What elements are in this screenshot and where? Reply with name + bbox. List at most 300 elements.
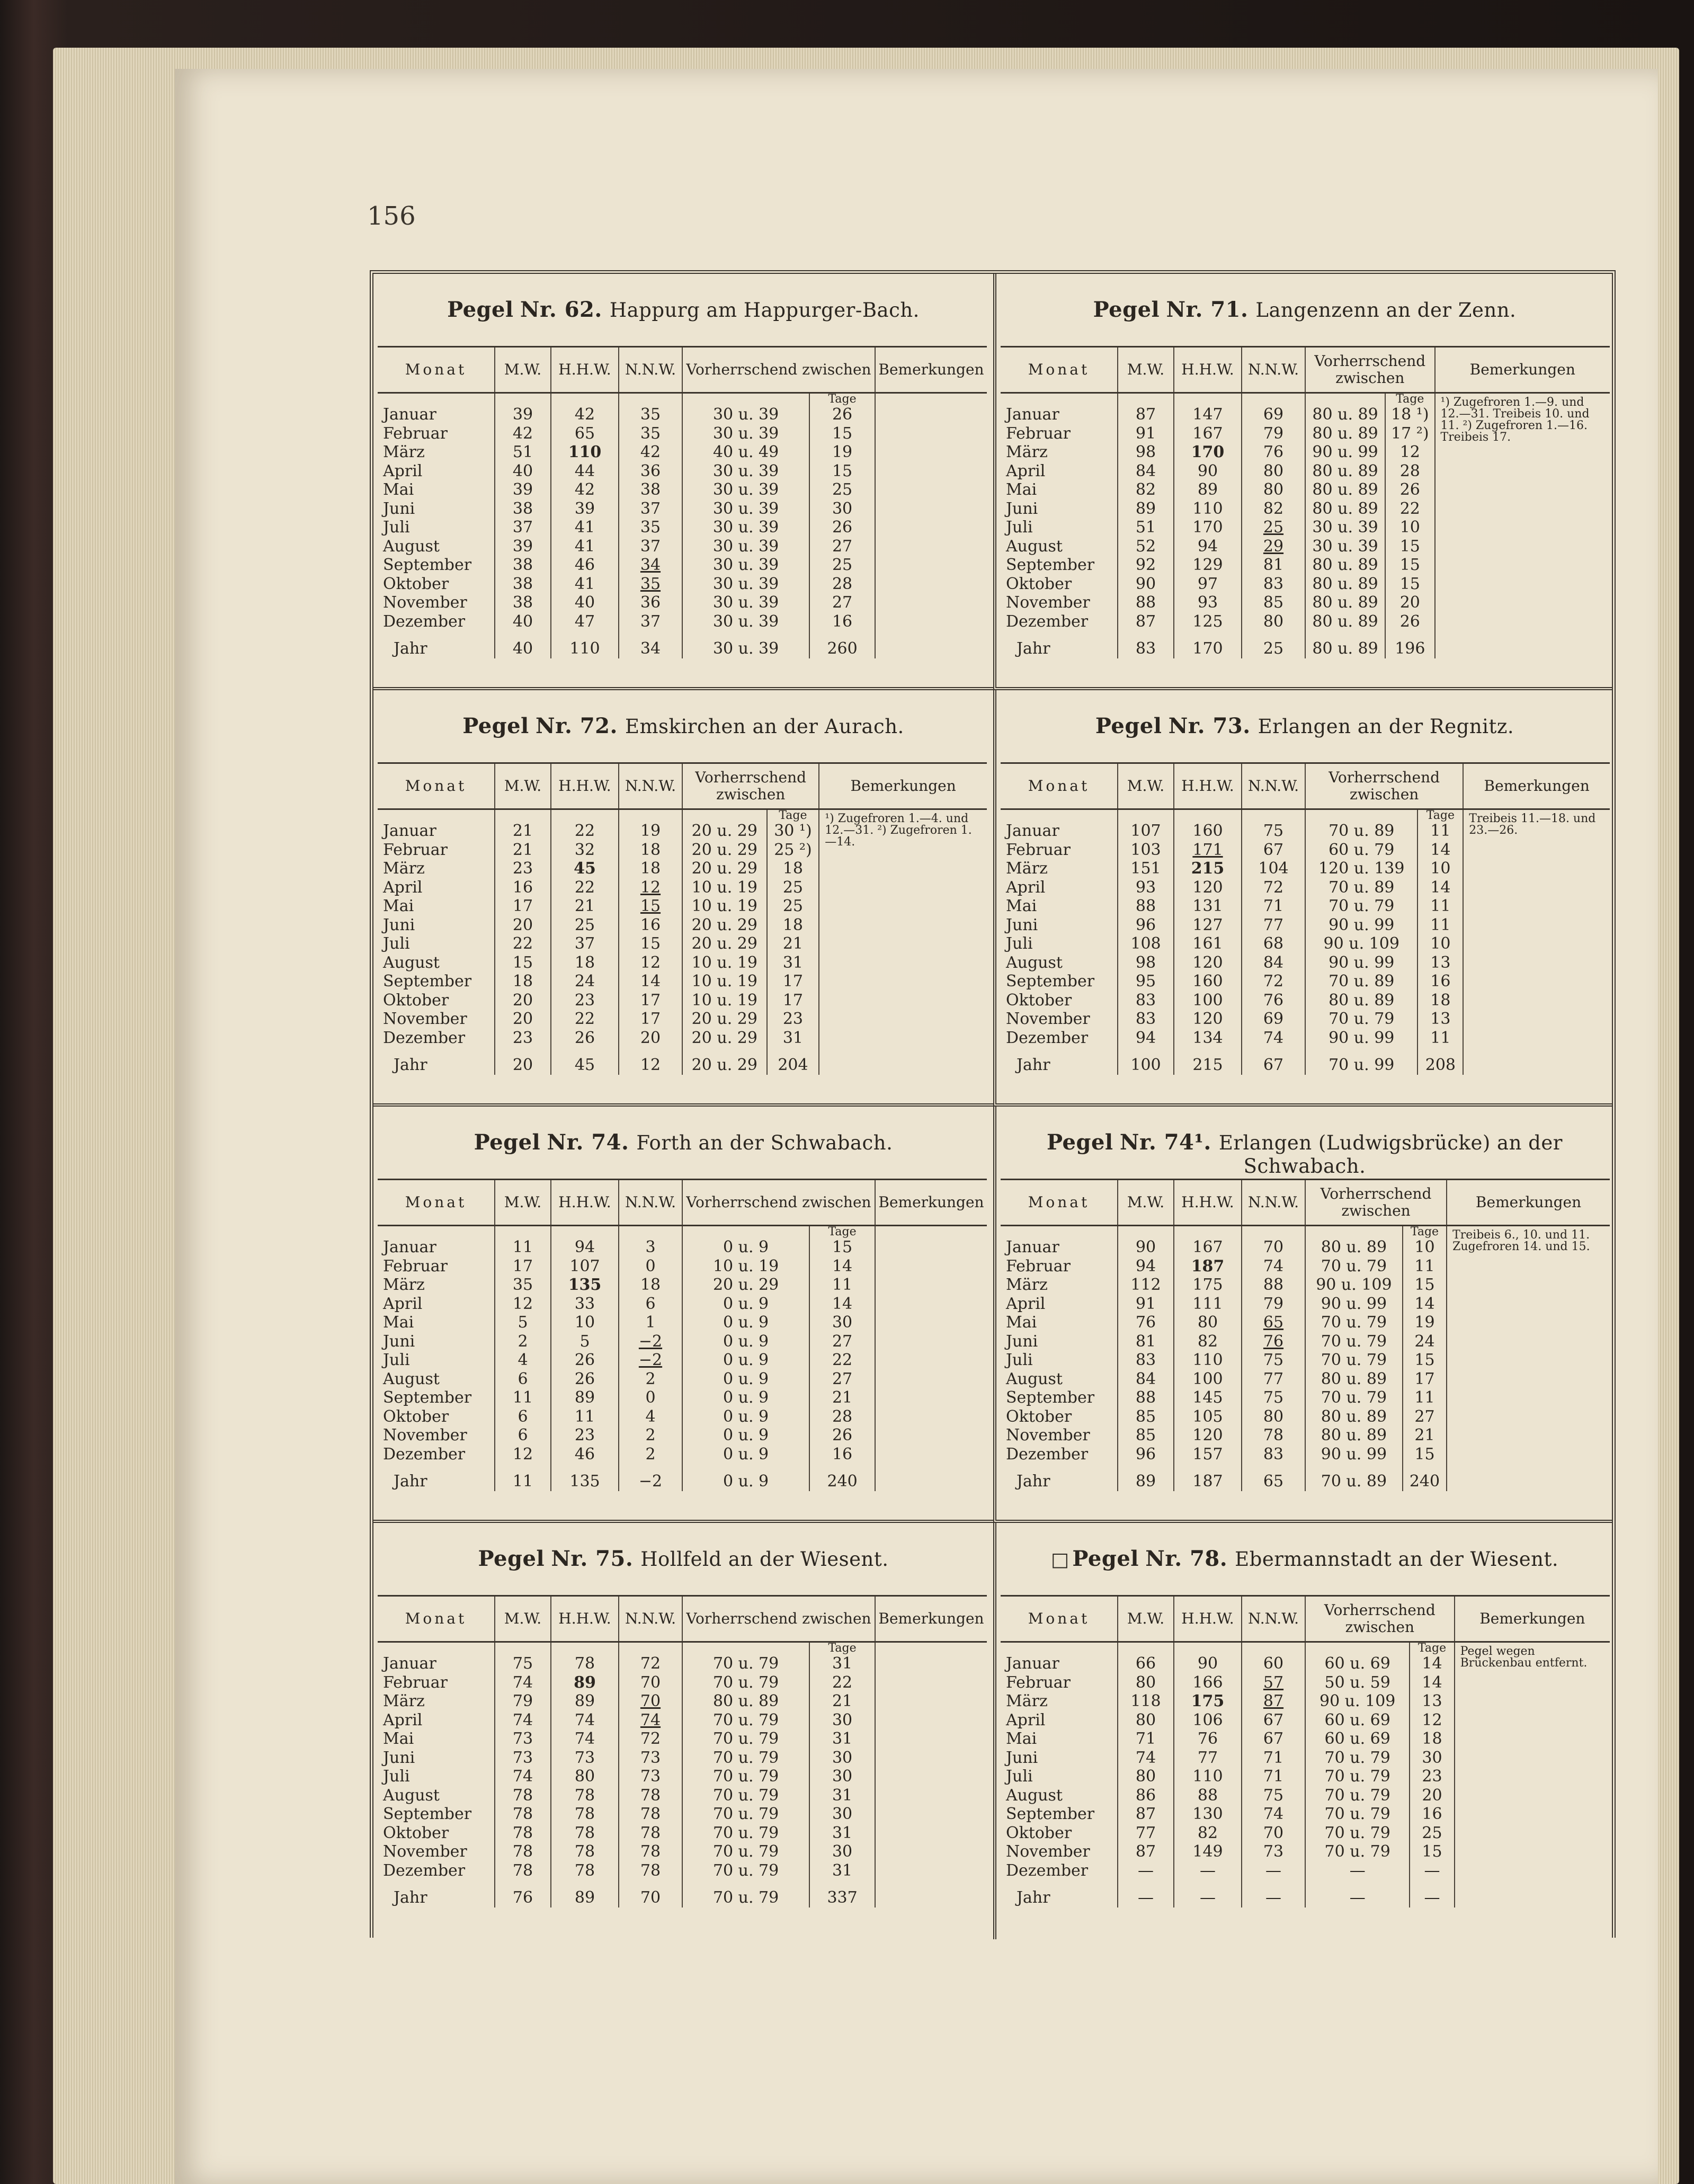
month-cell: April: [1006, 1710, 1046, 1730]
nnw-cell: 77: [1242, 916, 1305, 935]
gauge-number: Nr. 73.: [1168, 714, 1251, 738]
mw-cell: 6: [495, 1370, 551, 1389]
range-cell: 90 u. 99: [1305, 953, 1417, 973]
mw-cell: 103: [1118, 841, 1174, 860]
header-vorherrschend: Vorherrschend zwischen: [1305, 1180, 1447, 1226]
month-cell: Dezember: [1006, 1445, 1089, 1464]
nnw-cell: 35: [619, 575, 682, 594]
jahr-hhw-cell: 89: [551, 1880, 619, 1907]
range-cell: 70 u. 79: [682, 1767, 809, 1786]
mw-cell: 21: [495, 822, 551, 841]
nnw-cell: 0: [619, 1257, 682, 1276]
nnw-cell: 42: [619, 443, 682, 462]
table-header-row: [1001, 1596, 1610, 1642]
month-cell: April: [383, 878, 423, 897]
mw-cell: 78: [495, 1786, 551, 1805]
tage-cell: 11: [1403, 1388, 1447, 1407]
nnw-cell: 75: [1242, 1786, 1305, 1805]
month-cell: August: [1006, 1786, 1063, 1805]
month-cell: Februar: [1006, 1673, 1071, 1692]
tage-cell: 15: [1403, 1351, 1447, 1370]
gauge-pegel-label: Pegel: [478, 1546, 545, 1571]
mw-cell: 74: [495, 1767, 551, 1786]
range-cell: 30 u. 39: [682, 537, 809, 556]
tage-cell: 30: [1410, 1749, 1454, 1768]
hhw-cell: 44: [551, 462, 619, 481]
nnw-cell: 83: [1242, 1445, 1305, 1464]
mw-cell: 108: [1118, 934, 1174, 953]
header-vorherrschend: Vorherrschend zwischen: [1305, 763, 1463, 809]
range-cell: 70 u. 79: [1305, 1010, 1417, 1029]
tage-cell: 21: [809, 1692, 875, 1711]
month-cell: November: [1006, 1426, 1090, 1445]
nnw-cell: 17: [619, 1010, 682, 1029]
range-cell: 0 u. 9: [682, 1370, 809, 1389]
nnw-cell: −2: [619, 1332, 682, 1351]
mw-cell: 51: [495, 443, 551, 462]
nnw-cell: 69: [1242, 1010, 1305, 1029]
gauge-block-6: [373, 1523, 993, 1939]
header-monat: Monat: [1001, 1596, 1118, 1642]
mw-cell: 83: [1118, 1351, 1174, 1370]
hhw-cell: 10: [551, 1313, 619, 1332]
month-cell: November: [383, 1842, 467, 1861]
nnw-cell: 104: [1242, 859, 1305, 878]
tage-cell: 16: [1417, 972, 1463, 991]
nnw-cell: 18: [619, 1276, 682, 1295]
nnw-cell: 35: [619, 518, 682, 537]
gauge-name: Ebermannstadt an der Wiesent.: [1235, 1548, 1559, 1571]
month-cell: August: [383, 537, 440, 556]
gauge-block-7: [993, 1523, 1613, 1939]
tage-cell: 15: [1385, 537, 1434, 556]
month-cell: Januar: [1006, 1654, 1059, 1673]
nnw-cell: 70: [619, 1673, 682, 1692]
range-cell: 70 u. 79: [682, 1749, 809, 1768]
range-cell: 90 u. 99: [1305, 1029, 1417, 1048]
hhw-cell: 110: [1174, 500, 1242, 519]
month-cell: Juli: [1006, 1767, 1033, 1786]
mw-cell: 4: [495, 1351, 551, 1370]
mw-cell: 74: [1118, 1749, 1174, 1768]
table-header-row: [1001, 1180, 1610, 1226]
empty-cell: [1242, 1226, 1305, 1238]
nnw-cell: 71: [1242, 1767, 1305, 1786]
header-bemerkungen: Bemerkungen: [875, 1596, 987, 1642]
month-cell: Januar: [1006, 822, 1059, 840]
tage-cell: 27: [809, 537, 875, 556]
mw-cell: 79: [495, 1692, 551, 1711]
hhw-cell: 39: [551, 500, 619, 519]
tage-cell: 17: [1403, 1370, 1447, 1389]
tage-cell: 28: [809, 1407, 875, 1427]
month-cell: Januar: [383, 1238, 436, 1256]
nnw-cell: 84: [1242, 953, 1305, 973]
range-cell: 90 u. 99: [1305, 916, 1417, 935]
month-cell: Januar: [383, 822, 436, 840]
nnw-cell: 78: [1242, 1426, 1305, 1445]
month-cell: Mai: [383, 480, 414, 499]
nnw-cell: 76: [1242, 991, 1305, 1010]
month-cell: Mai: [383, 897, 414, 915]
range-cell: 0 u. 9: [682, 1407, 809, 1427]
gauge-table: [1001, 1595, 1610, 1907]
mw-cell: 93: [1118, 878, 1174, 897]
nnw-cell: 29: [1242, 537, 1305, 556]
tage-cell: 15: [809, 462, 875, 481]
tage-cell: 25: [809, 556, 875, 575]
month-cell: Juni: [1006, 1332, 1038, 1351]
tage-cell: 21: [809, 1388, 875, 1407]
nnw-cell: 73: [1242, 1842, 1305, 1861]
hhw-cell: 78: [551, 1786, 619, 1805]
empty-cell: [1001, 1642, 1118, 1655]
range-cell: 30 u. 39: [682, 556, 809, 575]
hhw-cell: 170: [1174, 443, 1242, 462]
jahr-month-cell: Jahr: [394, 1888, 427, 1907]
range-cell: 80 u. 89: [1305, 575, 1385, 594]
hhw-cell: 41: [551, 537, 619, 556]
header-nnw: N.N.W.: [619, 1180, 682, 1226]
hhw-cell: 120: [1174, 1010, 1242, 1029]
mw-cell: 86: [1118, 1786, 1174, 1805]
month-cell: August: [1006, 953, 1063, 972]
empty-cell: [378, 809, 495, 822]
hhw-cell: 215: [1174, 859, 1242, 878]
range-cell: —: [1305, 1861, 1410, 1880]
tage-cell: 30: [809, 1749, 875, 1768]
hhw-cell: 22: [551, 822, 619, 841]
gauge-block-1: [993, 274, 1613, 690]
hhw-cell: 41: [551, 575, 619, 594]
tage-cell: 22: [809, 1351, 875, 1370]
header-hhw: H.H.W.: [551, 763, 619, 809]
jahr-tage-cell: —: [1410, 1880, 1454, 1907]
jahr-nnw-cell: 34: [619, 631, 682, 658]
tage-row: [1001, 393, 1610, 406]
nnw-cell: 37: [619, 612, 682, 631]
range-cell: 70 u. 79: [1305, 1805, 1410, 1824]
month-cell: März: [1006, 859, 1048, 878]
mw-cell: 6: [495, 1426, 551, 1445]
month-cell: September: [383, 1388, 472, 1407]
tage-row: [378, 1642, 987, 1655]
header-bemerkungen: Bemerkungen: [875, 1180, 987, 1226]
gauge-title: [996, 297, 1613, 322]
nnw-cell: 14: [619, 972, 682, 991]
month-cell: Januar: [1006, 1238, 1059, 1256]
jahr-mw-cell: 100: [1118, 1047, 1174, 1075]
hhw-cell: 110: [1174, 1351, 1242, 1370]
mw-cell: 80: [1118, 1767, 1174, 1786]
hhw-cell: 80: [551, 1767, 619, 1786]
tage-cell: 17 ²): [1385, 424, 1434, 443]
month-cell: November: [383, 1426, 467, 1445]
tage-cell: 23: [767, 1010, 819, 1029]
nnw-cell: 75: [1242, 1388, 1305, 1407]
gauge-number: Nr. 74.: [547, 1130, 629, 1155]
month-cell: Dezember: [383, 612, 466, 631]
mw-cell: 2: [495, 1332, 551, 1351]
nnw-cell: 79: [1242, 1295, 1305, 1314]
mw-cell: 87: [1118, 1805, 1174, 1824]
nnw-cell: 88: [1242, 1276, 1305, 1295]
hhw-cell: 90: [1174, 1654, 1242, 1673]
tage-cell: 13: [1410, 1692, 1454, 1711]
hhw-cell: 100: [1174, 991, 1242, 1010]
gauge-pegel-label: Pegel: [462, 714, 529, 738]
nnw-cell: 1: [619, 1313, 682, 1332]
tage-cell: 26: [1385, 612, 1434, 631]
hhw-cell: 78: [551, 1861, 619, 1880]
range-cell: 90 u. 99: [1305, 1445, 1403, 1464]
header-nnw: N.N.W.: [1242, 347, 1305, 393]
hhw-cell: 21: [551, 897, 619, 916]
nnw-cell: 78: [619, 1786, 682, 1805]
empty-cell: [551, 1642, 619, 1655]
jahr-tage-cell: 240: [809, 1464, 875, 1491]
month-cell: September: [383, 556, 472, 574]
mw-cell: 39: [495, 537, 551, 556]
empty-cell: [551, 809, 619, 822]
range-cell: 70 u. 79: [1305, 1257, 1403, 1276]
nnw-cell: 35: [619, 424, 682, 443]
tage-cell: 13: [1417, 1010, 1463, 1029]
mw-cell: 23: [495, 1029, 551, 1048]
tage-cell: 15: [809, 424, 875, 443]
nnw-cell: 17: [619, 991, 682, 1010]
range-cell: 70 u. 79: [1305, 1313, 1403, 1332]
hhw-cell: 88: [1174, 1786, 1242, 1805]
mw-cell: 96: [1118, 1445, 1174, 1464]
header-monat: Monat: [1001, 347, 1118, 393]
mw-cell: 12: [495, 1295, 551, 1314]
hhw-cell: 149: [1174, 1842, 1242, 1861]
tage-cell: 26: [809, 405, 875, 424]
nnw-cell: 60: [1242, 1654, 1305, 1673]
tage-cell: 11: [809, 1276, 875, 1295]
range-cell: 30 u. 39: [682, 593, 809, 612]
hhw-cell: 94: [1174, 537, 1242, 556]
nnw-cell: 73: [619, 1749, 682, 1768]
jahr-nnw-cell: —: [1242, 1880, 1305, 1907]
hhw-cell: 93: [1174, 593, 1242, 612]
jahr-nnw-cell: −2: [619, 1464, 682, 1491]
gauge-title: [996, 1130, 1613, 1178]
month-cell: Juni: [383, 1748, 415, 1767]
jahr-hhw-cell: 45: [551, 1047, 619, 1075]
month-cell: Juni: [383, 1332, 415, 1351]
tage-cell: 18 ¹): [1385, 405, 1434, 424]
hhw-cell: 171: [1174, 841, 1242, 860]
hhw-cell: 187: [1174, 1257, 1242, 1276]
month-cell: November: [1006, 1842, 1090, 1861]
nnw-cell: 37: [619, 500, 682, 519]
month-cell: November: [383, 593, 467, 612]
range-cell: 90 u. 99: [1305, 443, 1385, 462]
tage-cell: 10: [1417, 934, 1463, 953]
gauge-mark: □: [1050, 1549, 1069, 1571]
tage-cell: 25 ²): [767, 841, 819, 860]
mw-cell: 151: [1118, 859, 1174, 878]
range-cell: 30 u. 39: [682, 480, 809, 500]
header-monat: Monat: [378, 763, 495, 809]
mw-cell: 83: [1118, 991, 1174, 1010]
month-cell: Oktober: [383, 1823, 449, 1842]
range-cell: 90 u. 109: [1305, 1276, 1403, 1295]
month-cell: August: [1006, 1369, 1063, 1388]
header-mw: M.W.: [495, 1596, 551, 1642]
tage-cell: 21: [767, 934, 819, 953]
nnw-cell: 38: [619, 480, 682, 500]
header-vorherrschend: Vorherrschend zwischen: [682, 347, 875, 393]
hhw-cell: 42: [551, 405, 619, 424]
mw-cell: 78: [495, 1805, 551, 1824]
header-nnw: N.N.W.: [619, 347, 682, 393]
month-cell: Februar: [1006, 840, 1071, 859]
range-cell: 60 u. 79: [1305, 841, 1417, 860]
nnw-cell: 72: [1242, 972, 1305, 991]
empty-cell: [495, 1642, 551, 1655]
mw-cell: 78: [495, 1861, 551, 1880]
tage-cell: 30: [809, 1711, 875, 1730]
hhw-cell: 18: [551, 953, 619, 973]
gauge-name: Happurg am Happurger-Bach.: [609, 299, 920, 322]
gauge-title: [373, 297, 993, 322]
gauge-title: [996, 714, 1613, 738]
jahr-mw-cell: 11: [495, 1464, 551, 1491]
range-cell: 20 u. 29: [682, 916, 767, 935]
month-cell: September: [1006, 1805, 1095, 1823]
jahr-hhw-cell: 170: [1174, 631, 1242, 658]
table-header-row: [378, 763, 987, 809]
range-cell: 60 u. 69: [1305, 1654, 1410, 1673]
header-vorherrschend: Vorherrschend zwischen: [682, 1596, 875, 1642]
gauge-name: Langenzenn an der Zenn.: [1255, 299, 1517, 322]
month-cell: Februar: [1006, 424, 1071, 443]
table-header-row: [378, 347, 987, 393]
range-cell: 80 u. 89: [1305, 556, 1385, 575]
tage-label: Tage: [767, 809, 819, 822]
month-cell: März: [383, 443, 425, 461]
tage-cell: 15: [1403, 1445, 1447, 1464]
nnw-cell: 74: [1242, 1029, 1305, 1048]
header-vorherrschend: Vorherrschend zwischen: [682, 763, 819, 809]
month-cell: Oktober: [1006, 574, 1072, 593]
hhw-cell: 42: [551, 480, 619, 500]
month-cell: Juni: [1006, 915, 1038, 934]
gauge-title: [373, 1546, 993, 1571]
range-cell: 80 u. 89: [1305, 612, 1385, 631]
nnw-cell: 79: [1242, 424, 1305, 443]
hhw-cell: 26: [551, 1351, 619, 1370]
mw-cell: 11: [495, 1238, 551, 1257]
range-cell: 70 u. 79: [1305, 1332, 1403, 1351]
nnw-cell: 70: [1242, 1824, 1305, 1843]
mw-cell: 5: [495, 1313, 551, 1332]
nnw-cell: 2: [619, 1370, 682, 1389]
gauge-name: Emskirchen an der Aurach.: [625, 715, 904, 738]
jahr-range-cell: —: [1305, 1880, 1410, 1907]
month-cell: Juli: [383, 1351, 410, 1369]
hhw-cell: 33: [551, 1295, 619, 1314]
nnw-cell: 74: [1242, 1805, 1305, 1824]
tage-cell: 27: [1403, 1407, 1447, 1427]
hhw-cell: 120: [1174, 1426, 1242, 1445]
mw-cell: 38: [495, 593, 551, 612]
month-cell: April: [383, 1294, 423, 1313]
range-cell: 10 u. 19: [682, 897, 767, 916]
tage-cell: 18: [1417, 991, 1463, 1010]
bemerkungen-note: Treibeis 6., 10. und 11. Zugefroren 14. und 15.: [1447, 1226, 1610, 1491]
nnw-cell: 77: [1242, 1370, 1305, 1389]
tage-cell: 14: [1410, 1654, 1454, 1673]
nnw-cell: 25: [1242, 518, 1305, 537]
empty-cell: [1001, 393, 1118, 406]
tage-cell: 25: [767, 897, 819, 916]
mw-cell: 88: [1118, 593, 1174, 612]
hhw-cell: 129: [1174, 556, 1242, 575]
nnw-cell: 18: [619, 859, 682, 878]
month-cell: August: [383, 1786, 440, 1805]
bemerkungen-note: [875, 1642, 987, 1907]
month-cell: Februar: [383, 424, 448, 443]
header-nnw: N.N.W.: [1242, 763, 1305, 809]
gauge-title: [996, 1546, 1613, 1571]
month-cell: Juli: [383, 518, 410, 537]
month-cell: September: [1006, 972, 1095, 991]
empty-cell: [1174, 809, 1242, 822]
bemerkungen-note: Treibeis 11.—18. und 23.—26.: [1463, 809, 1610, 1075]
jahr-month-cell: Jahr: [1017, 1056, 1050, 1074]
month-cell: Oktober: [383, 1407, 449, 1426]
tage-row: [378, 393, 987, 406]
range-cell: 90 u. 109: [1305, 934, 1417, 953]
gauge-title: [373, 714, 993, 738]
gauge-block-0: [373, 274, 993, 690]
month-cell: Februar: [383, 1256, 448, 1276]
tage-cell: 30: [809, 1805, 875, 1824]
mw-cell: 76: [1118, 1313, 1174, 1332]
range-cell: 0 u. 9: [682, 1388, 809, 1407]
tage-cell: 31: [809, 1730, 875, 1749]
gauge-number: Nr. 72.: [536, 714, 618, 738]
mw-cell: 73: [495, 1749, 551, 1768]
range-cell: 20 u. 29: [682, 841, 767, 860]
mw-cell: 52: [1118, 537, 1174, 556]
range-cell: 30 u. 39: [682, 424, 809, 443]
mw-cell: 17: [495, 1257, 551, 1276]
jahr-nnw-cell: 65: [1242, 1464, 1305, 1491]
hhw-cell: 167: [1174, 424, 1242, 443]
tage-cell: 10: [1417, 859, 1463, 878]
month-cell: September: [383, 1805, 472, 1823]
jahr-month-cell: Jahr: [1017, 1888, 1050, 1907]
mw-cell: 78: [495, 1842, 551, 1861]
jahr-range-cell: 20 u. 29: [682, 1047, 767, 1075]
mw-cell: 39: [495, 405, 551, 424]
range-cell: 80 u. 89: [1305, 424, 1385, 443]
range-cell: 80 u. 89: [1305, 462, 1385, 481]
jahr-range-cell: 70 u. 89: [1305, 1464, 1403, 1491]
range-cell: 20 u. 29: [682, 1029, 767, 1048]
nnw-cell: 15: [619, 897, 682, 916]
mw-cell: 107: [1118, 822, 1174, 841]
empty-cell: [551, 1226, 619, 1238]
month-cell: Oktober: [1006, 1823, 1072, 1842]
range-cell: 80 u. 89: [1305, 593, 1385, 612]
header-monat: Monat: [1001, 763, 1118, 809]
